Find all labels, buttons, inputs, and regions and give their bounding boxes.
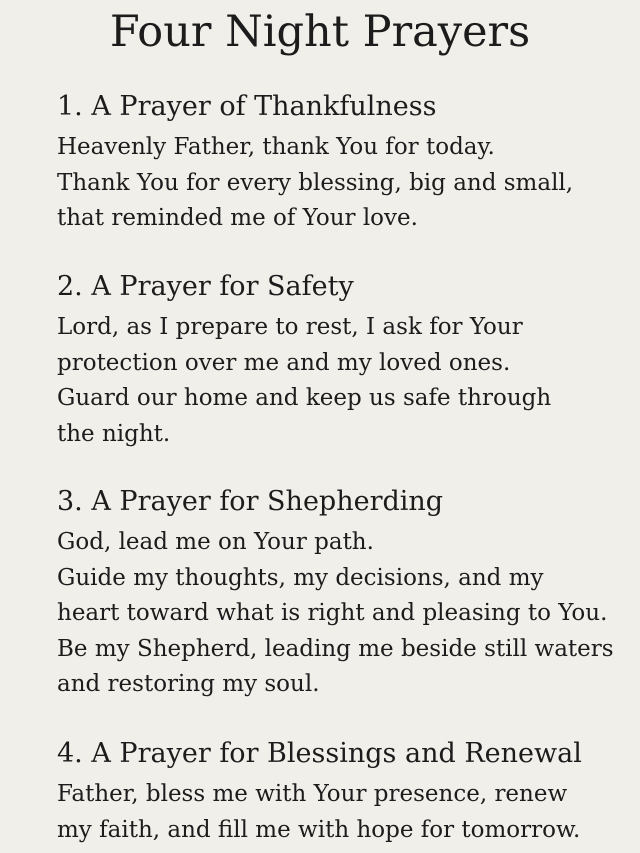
prayer-line: Father, bless me with Your presence, renew: [57, 781, 568, 807]
prayer-line: my faith, and fill me with hope for tomorrow.: [57, 816, 581, 843]
prayer-text: [57, 777, 627, 848]
prayer-section-blessings-renewal: [57, 737, 627, 848]
section-heading: 2. A Prayer for Safety: [57, 271, 354, 302]
prayer-line: protection over me and my loved ones.: [57, 349, 511, 376]
prayer-text: [57, 130, 627, 237]
prayer-line: heart toward what is right and pleasing to You.: [57, 600, 608, 626]
prayer-text: [57, 525, 627, 703]
page-title: Four Night Prayers: [109, 7, 531, 57]
prayer-section-thankfulness: [57, 90, 627, 237]
section-heading: 1. A Prayer of Thankfulness: [57, 91, 437, 122]
prayer-line: Thank You for every blessing, big and small,: [57, 169, 574, 196]
prayer-line: God, lead me on Your path.: [57, 529, 374, 555]
prayer-text: [57, 310, 627, 452]
prayer-section-shepherding: [57, 485, 627, 703]
prayer-line: Heavenly Father, thank You for today.: [57, 134, 495, 160]
prayer-line: and restoring my soul.: [57, 671, 320, 697]
prayer-line: the night.: [57, 420, 171, 447]
prayer-section-safety: [57, 270, 627, 452]
prayer-line: that reminded me of Your love.: [57, 205, 418, 231]
prayer-line: Be my Shepherd, leading me beside still waters: [57, 635, 614, 662]
prayer-line: Guide my thoughts, my decisions, and my: [57, 564, 544, 591]
prayer-line: Lord, as I prepare to rest, I ask for Your: [57, 314, 523, 340]
section-heading: 4. A Prayer for Blessings and Renewal: [57, 738, 582, 769]
section-heading: 3. A Prayer for Shepherding: [57, 486, 444, 517]
prayer-line: Guard our home and keep us safe through: [57, 385, 552, 411]
